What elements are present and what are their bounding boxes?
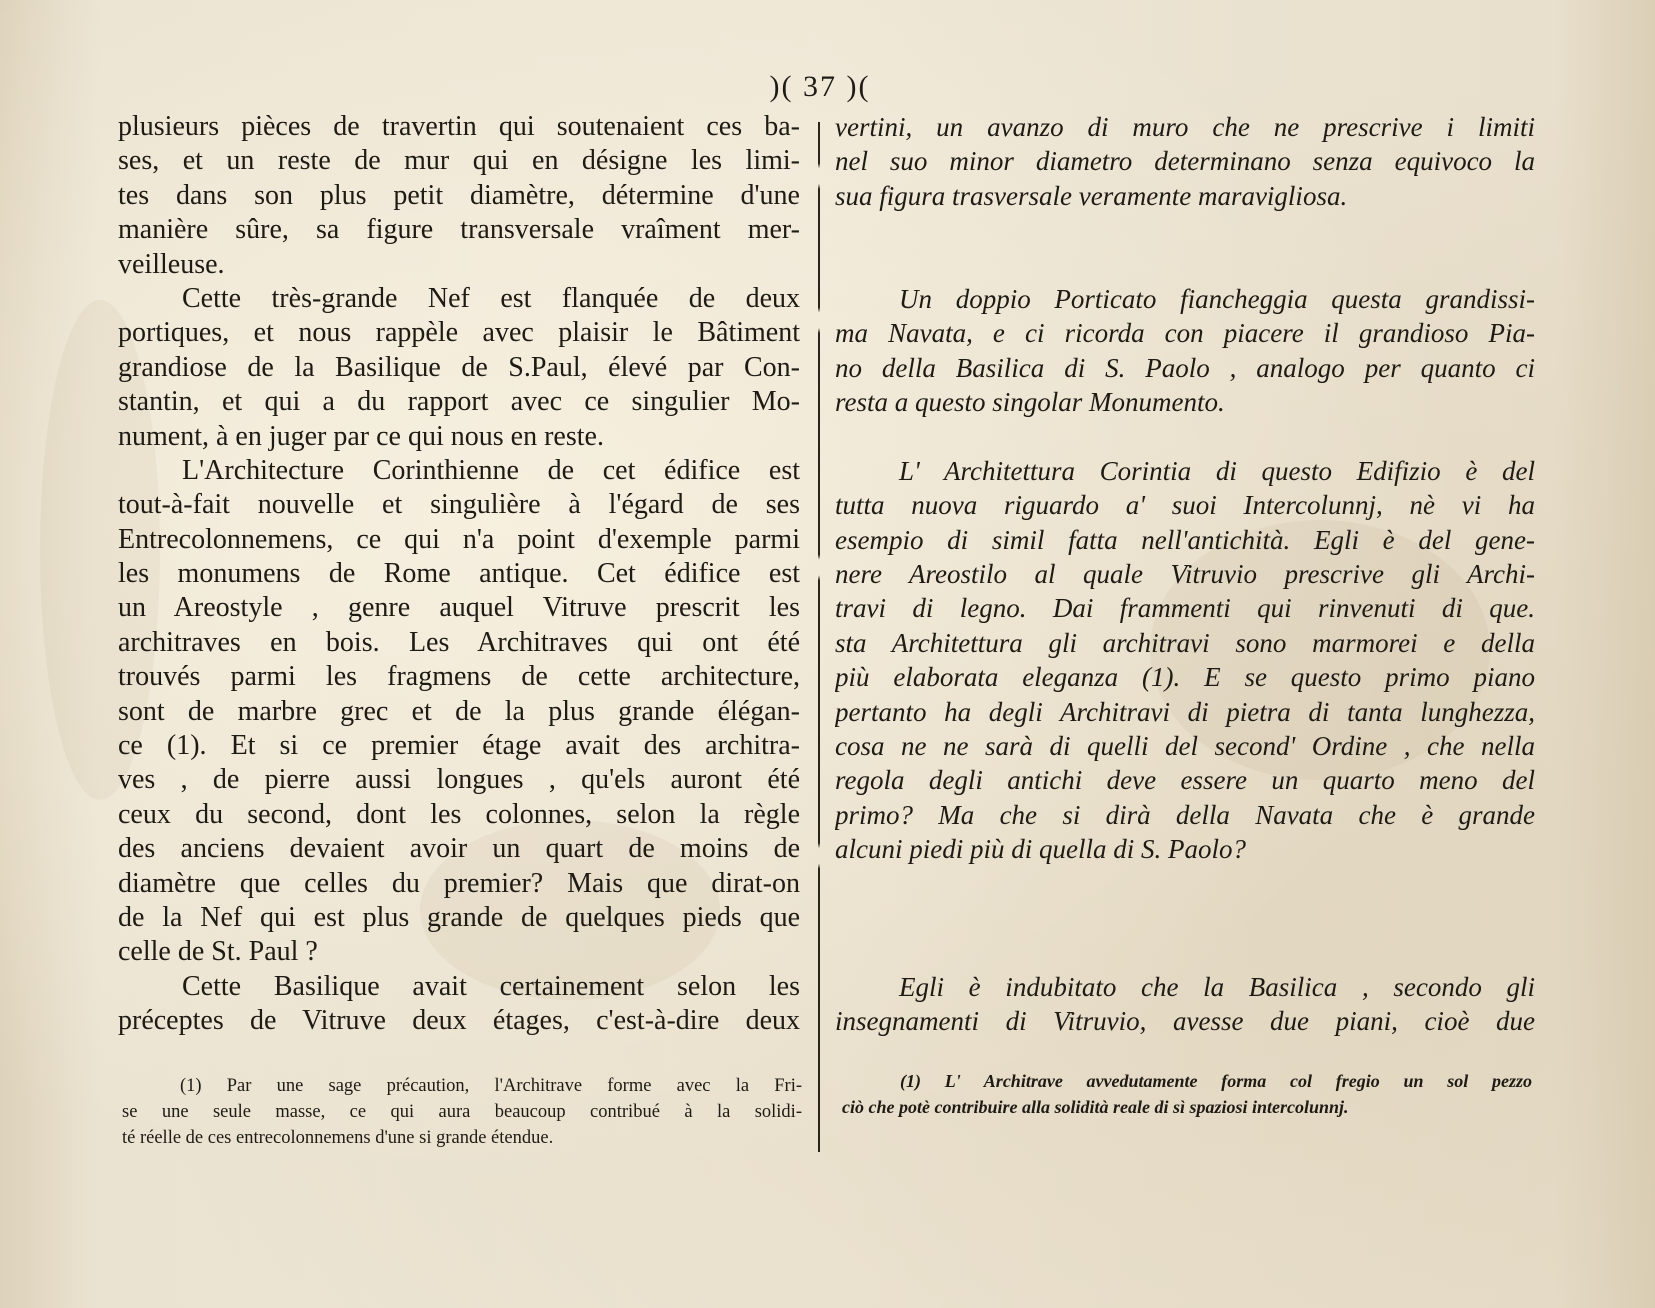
text-line: diamètre que celles du premier? Mais que dirat-on <box>118 867 800 899</box>
text-line: Egli è indubitato che la Basilica , secondo gli <box>899 971 1535 1002</box>
text-line: alcuni piedi più di quella di S. Paolo? <box>835 834 1246 865</box>
text-line: L' Architettura Corintia di questo Edifizio è del <box>899 455 1535 486</box>
text-line: Cette très-grande Nef est flanquée de deux <box>182 282 800 314</box>
text-line: celle de St. Paul ? <box>118 936 318 968</box>
text-line: Cette Basilique avait certainement selon les <box>182 970 800 1002</box>
text-line: préceptes de Vitruve deux étages, c'est-à-dire deux <box>118 1005 800 1037</box>
text-line: L'Architecture Corinthienne de cet édifice est <box>182 454 800 486</box>
text-line: ceux du second, dont les colonnes, selon la règle <box>118 798 800 830</box>
text-line: nument, à en juger par ce qui nous en reste. <box>118 420 604 452</box>
text-line: nel suo minor diametro determinano senza equivoco la <box>835 146 1535 177</box>
text-line: tutta nuova riguardo a' suoi Intercolunnj, nè vi ha <box>835 490 1535 521</box>
text-line: travi di legno. Dai frammenti qui rinvenuti di que. <box>835 593 1535 624</box>
footnote-line: se une seule masse, ce qui aura beaucoup contribué à la solidi- <box>122 1102 802 1122</box>
text-line: manière sûre, sa figure transversale vraîment mer- <box>118 214 800 246</box>
text-line: sua figura trasversale veramente maravigliosa. <box>835 180 1348 211</box>
text-line: tes dans son plus petit diamètre, détermine d'une <box>118 179 800 211</box>
footnote-line: (1) Par une sage précaution, l'Architrave forme avec la Fri- <box>180 1076 802 1096</box>
text-line: esempio di simil fatta nell'antichità. Egli è del gene- <box>835 524 1535 555</box>
text-line: ma Navata, e ci ricorda con piacere il grandioso Pia- <box>835 318 1535 349</box>
french-text-column <box>118 110 800 1039</box>
footnote-line: té réelle de ces entrecolonnemens d'une si grande étendue. <box>122 1128 554 1148</box>
text-line: tout-à-fait nouvelle et singulière à l'égard de ses <box>118 489 800 521</box>
text-line: sta Architettura gli architravi sono marmorei e della <box>835 627 1535 658</box>
paragraph-gap <box>835 867 1535 970</box>
text-line: architraves en bois. Les Architraves qui ont été <box>118 626 800 658</box>
text-line: pertanto ha degli Architravi di pietra di tanta lunghezza, <box>835 696 1535 727</box>
paragraph-gap <box>835 213 1535 282</box>
text-line: resta a questo singolar Monumento. <box>835 387 1225 418</box>
text-line: regola degli antichi deve essere un quarto meno del <box>835 765 1535 796</box>
footnote-line: (1) L' Architrave avvedutamente forma col fregio un sol pezzo <box>900 1071 1532 1091</box>
text-line: ce (1). Et si ce premier étage avait des architra- <box>118 730 800 762</box>
text-line: grandiose de la Basilique de S.Paul, élevé par Con- <box>118 351 800 383</box>
footnote-line: ciò che potè contribuire alla solidità reale di sì spaziosi intercolunnj. <box>842 1097 1349 1117</box>
text-line: cosa ne ne sarà di quelli del second' Ordine , che nella <box>835 731 1535 762</box>
text-line: des anciens devaient avoir un quart de moins de <box>118 833 800 865</box>
text-line: trouvés parmi les fragmens de cette architecture, <box>118 661 800 693</box>
text-line: veilleuse. <box>118 248 225 280</box>
text-line: Un doppio Porticato fiancheggia questa grandissi- <box>899 283 1535 314</box>
french-footnote <box>122 1073 802 1151</box>
text-line: portiques, et nous rappèle avec plaisir le Bâtiment <box>118 317 800 349</box>
italian-text-column <box>835 110 1535 1039</box>
text-line: Entrecolonnemens, ce qui n'a point d'exemple parmi <box>118 523 800 555</box>
page-number: )( 37 )( <box>769 70 871 103</box>
paragraph-gap <box>835 420 1535 454</box>
text-line: un Areostyle , genre auquel Vitruve prescrit les <box>118 592 800 624</box>
text-line: stantin, et qui a du rapport avec ce singulier Mo- <box>118 386 800 418</box>
text-line: sont de marbre grec et de la plus grande élégan- <box>118 695 800 727</box>
italian-footnote <box>842 1068 1532 1120</box>
text-line: ves , de pierre aussi longues , qu'els auront été <box>118 764 800 796</box>
text-line: de la Nef qui est plus grande de quelques pieds que <box>118 901 800 933</box>
text-line: no della Basilica di S. Paolo , analogo per quanto ci <box>835 352 1535 383</box>
text-line: più elaborata eleganza (1). E se questo primo piano <box>835 662 1535 693</box>
text-line: les monumens de Rome antique. Cet édifice est <box>118 558 800 590</box>
text-line: primo? Ma che si dirà della Navata che è grande <box>835 799 1535 830</box>
text-line: nere Areostilo al quale Vitruvio prescrive gli Archi- <box>835 559 1535 590</box>
text-line: vertini, un avanzo di muro che ne prescrive i limiti <box>835 112 1535 142</box>
text-line: insegnamenti di Vitruvio, avesse due piani, cioè due <box>835 1006 1535 1037</box>
column-divider <box>818 122 820 1152</box>
text-line: ses, et un reste de mur qui en désigne les limi- <box>118 145 800 177</box>
text-line: plusieurs pièces de travertin qui soutenaient ces ba- <box>118 111 800 142</box>
